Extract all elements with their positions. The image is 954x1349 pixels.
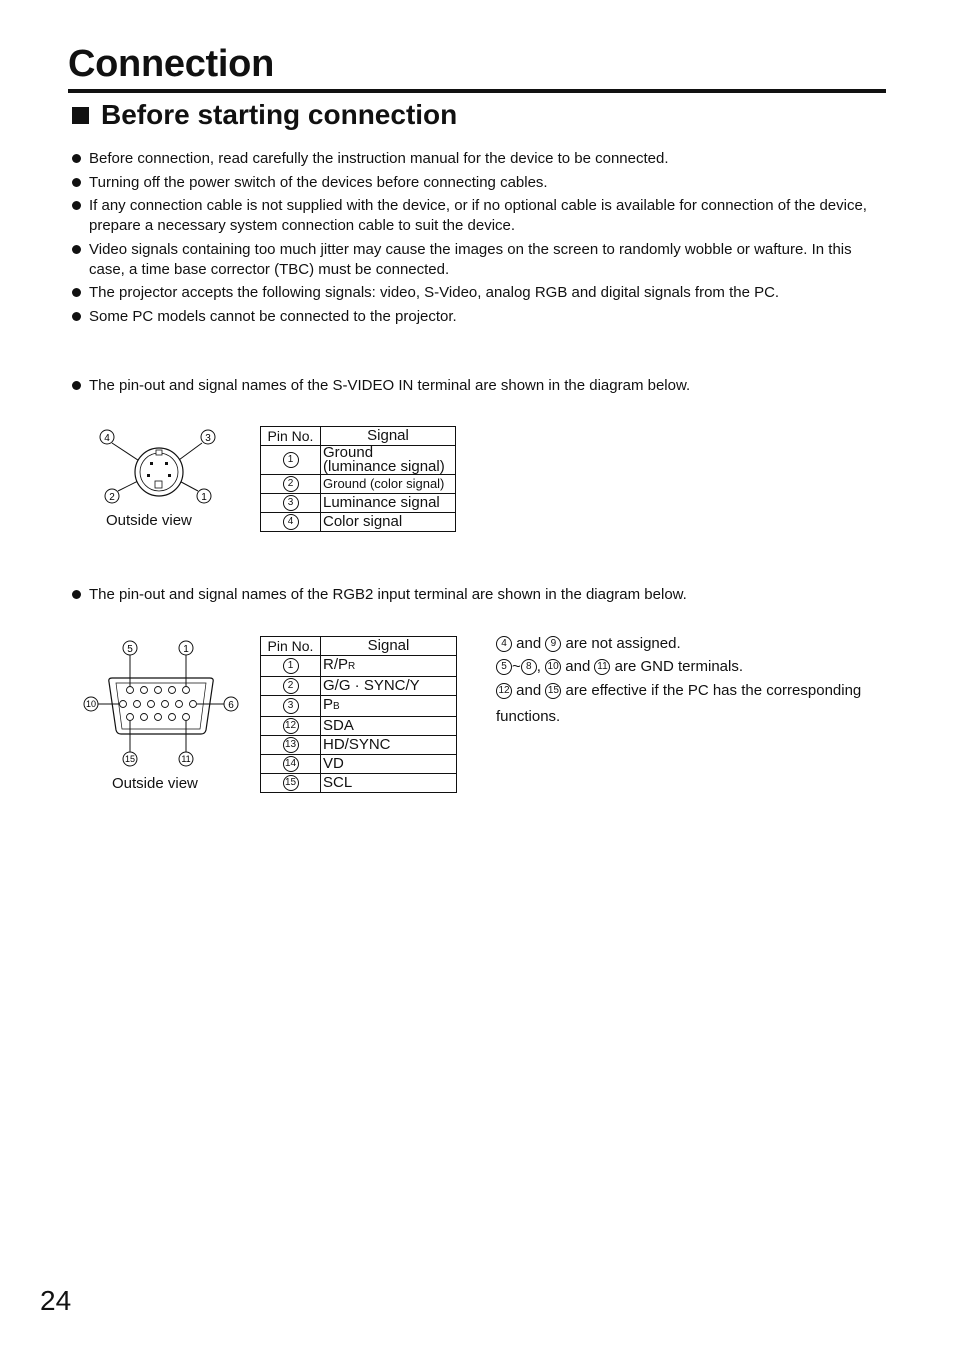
pin-number: 1 — [283, 658, 299, 674]
rgb2-dsub-connector-diagram — [80, 636, 245, 772]
svg-text:1: 1 — [183, 644, 189, 655]
pin-label-5 — [123, 641, 137, 655]
signal-name: HD/SYNC — [321, 736, 457, 755]
bullet-dot-icon — [72, 288, 81, 297]
rgb2-pin-notes — [496, 632, 896, 730]
page-title: Connection — [68, 43, 274, 85]
note-gnd: 5 ~ 8 , 10 and 11 are GND terminals. — [496, 655, 896, 678]
pin-label-4 — [100, 430, 114, 444]
rgb2-intro: The pin-out and signal names of the RGB2 input terminal are shown in the diagram below. — [72, 585, 889, 605]
signal-name: SDA — [321, 717, 457, 736]
table-row — [261, 475, 456, 494]
col-signal-header: Signal — [321, 637, 457, 656]
svideo-pin-table — [260, 426, 456, 532]
list-item: Turning off the power switch of the devices before connecting cables. — [72, 173, 887, 193]
table-row — [261, 656, 457, 677]
pin-number: 2 — [283, 476, 299, 492]
list-item: Some PC models cannot be connected to the projector. — [72, 307, 887, 327]
pin-label-2 — [105, 489, 119, 503]
col-pin-header: Pin No. — [261, 427, 321, 446]
pin-number: 3 — [283, 495, 299, 511]
signal-subscript: B — [333, 701, 340, 712]
signal-name: Color signal — [321, 513, 456, 532]
pin-number: 12 — [283, 718, 299, 734]
table-row — [261, 717, 457, 736]
precaution-list — [72, 149, 887, 330]
bullet-dot-icon — [72, 245, 81, 254]
table-row — [261, 677, 457, 696]
table-row — [261, 446, 456, 475]
pin-label-15 — [123, 752, 137, 766]
signal-name: Ground (color signal) — [321, 475, 456, 494]
bullet-dot-icon — [72, 178, 81, 187]
square-bullet-icon — [72, 107, 89, 124]
list-item: Video signals containing too much jitter may cause the images on the screen to randomly wobble or wafture. In this case, a time base corrector (TBC) must be connected. — [72, 240, 887, 280]
note-effective: 12 and 15 are effective if the PC has the corresponding functions. — [496, 682, 862, 725]
svg-text:15: 15 — [124, 754, 136, 764]
page-number: 24 — [40, 1285, 72, 1316]
signal-subscript: R — [348, 661, 356, 672]
bullet-dot-icon — [72, 312, 81, 321]
pin-label-11 — [179, 752, 193, 766]
bullet-dot-icon — [72, 590, 81, 599]
pin-number: 15 — [283, 775, 299, 791]
pin-label-1 — [179, 641, 193, 655]
svg-text:5: 5 — [127, 644, 133, 655]
table-row — [261, 774, 457, 793]
bullet-dot-icon — [72, 381, 81, 390]
signal-name: Luminance signal — [321, 494, 456, 513]
pin-label-6 — [224, 697, 238, 711]
pin-label-1 — [197, 489, 211, 503]
section-heading-text: Before starting connection — [101, 99, 458, 130]
list-item: If any connection cable is not supplied with the device, or if no optional cable is available for connection of the device, prepare a necessary system connection cable to suit the device. — [72, 196, 887, 236]
svg-text:6: 6 — [228, 700, 234, 711]
svideo-outside-view-label: Outside view — [106, 512, 192, 529]
pin-number: 2 — [283, 678, 299, 694]
signal-name-cont: (luminance signal) — [323, 458, 445, 475]
table-row — [261, 696, 457, 717]
section-heading — [72, 97, 457, 133]
table-row — [261, 736, 457, 755]
signal-name: PB — [321, 696, 457, 717]
signal-name: Ground — [323, 444, 374, 461]
table-row — [261, 494, 456, 513]
pin-number: 3 — [283, 698, 299, 714]
rgb2-pin-table — [260, 636, 457, 793]
pin-number: 14 — [283, 756, 299, 772]
list-item: Before connection, read carefully the instruction manual for the device to be connected. — [72, 149, 887, 169]
col-pin-header: Pin No. — [261, 637, 321, 656]
list-item: The projector accepts the following signals: video, S-Video, analog RGB and digital signals from the PC. — [72, 283, 887, 303]
table-row — [261, 513, 456, 532]
svideo-connector-diagram — [90, 424, 230, 514]
svg-text:3: 3 — [205, 433, 211, 444]
title-rule — [68, 89, 886, 93]
svg-text:11: 11 — [181, 754, 191, 764]
table-header-row — [261, 637, 457, 656]
rgb2-outside-view-label: Outside view — [112, 775, 198, 792]
signal-name: SCL — [321, 774, 457, 793]
table-row — [261, 755, 457, 774]
pin-label-10 — [84, 697, 98, 711]
pin-number: 4 — [283, 514, 299, 530]
table-header-row — [261, 427, 456, 446]
bullet-dot-icon — [72, 201, 81, 210]
pin-number: 13 — [283, 737, 299, 753]
col-signal-header: Signal — [321, 427, 456, 446]
svg-text:2: 2 — [109, 492, 115, 503]
pin-label-3 — [201, 430, 215, 444]
pin-number: 1 — [283, 452, 299, 468]
svg-text:10: 10 — [85, 699, 97, 709]
note-unassigned: 4 and 9 are not assigned. — [496, 632, 896, 655]
svideo-intro: The pin-out and signal names of the S-VIDEO IN terminal are shown in the diagram below. — [72, 376, 889, 396]
signal-name: R/PR — [321, 656, 457, 677]
signal-name: G/G · SYNC/Y — [321, 677, 457, 696]
signal-name: VD — [321, 755, 457, 774]
bullet-dot-icon — [72, 154, 81, 163]
svg-text:4: 4 — [104, 433, 110, 444]
svg-text:1: 1 — [201, 492, 207, 503]
